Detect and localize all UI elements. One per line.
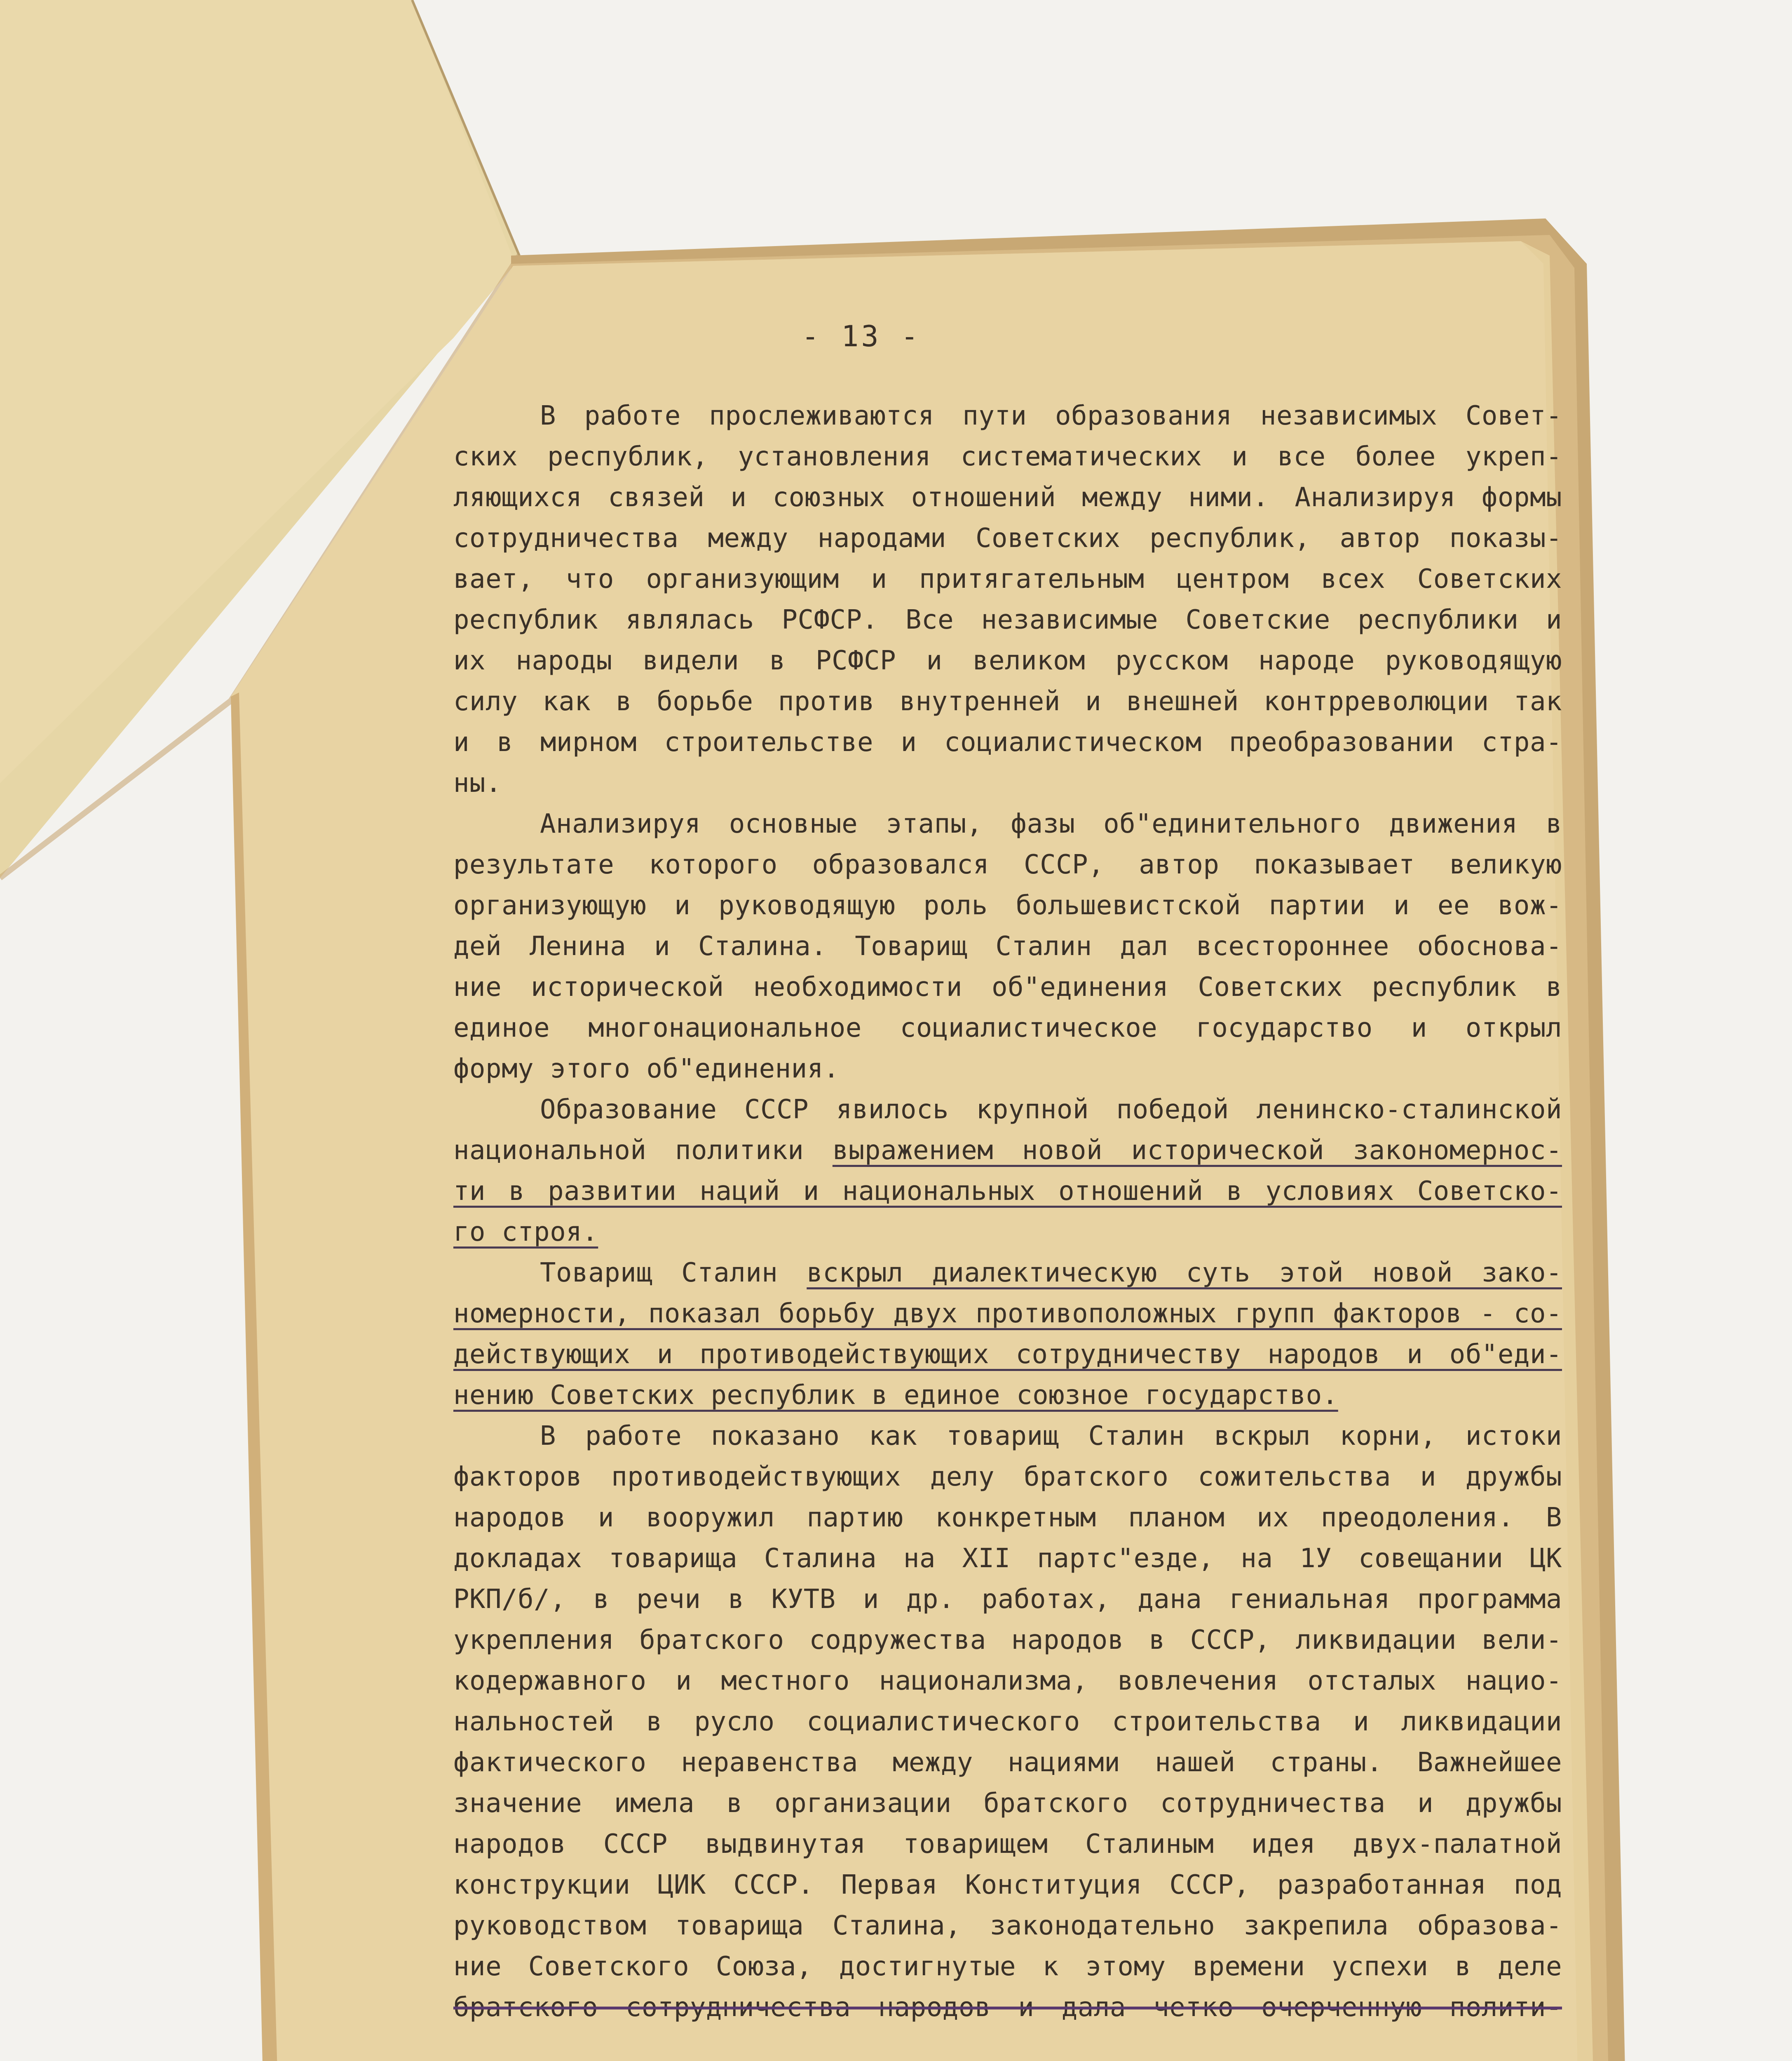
underlined-segment: вскрыл диалектическую суть этой новой зако- — [807, 1258, 1562, 1288]
struck-through-line: братского сотрудничества народов и дала четко очерченную полити- — [453, 1992, 1562, 2023]
underlined-line: номерности, показал борьбу двух противоположных групп факторов - со- — [453, 1298, 1562, 1329]
text-line: их народы видели в РСФСР и великом русском народе руководящую — [453, 646, 1562, 676]
page-number: - 13 - — [802, 319, 921, 353]
paragraph-5 — [453, 1416, 1562, 2028]
text-line: организующую и руководящую роль большевистской партии и ее вож- — [453, 890, 1562, 921]
paragraph-3 — [453, 1089, 1562, 1253]
underlined-segment: выражением новой исторической закономернос- — [832, 1135, 1562, 1166]
paragraph-2 — [453, 804, 1562, 1089]
text-line: конструкции ЦИК СССР. Первая Конституция СССР, разработанная под — [453, 1870, 1562, 1900]
text-segment: Товарищ Сталин — [540, 1258, 778, 1288]
paragraph-1 — [453, 396, 1562, 804]
text-line: фактического неравенства между нациями нашей страны. Важнейшее — [453, 1747, 1562, 1778]
text-line: руководством товарища Сталина, законодательно закрепила образова- — [453, 1911, 1562, 1941]
underlined-segment: го строя. — [453, 1217, 598, 1247]
text-line: В работе показано как товарищ Сталин вскрыл корни, истоки — [540, 1421, 1562, 1451]
text-line: значение имела в организации братского сотрудничества и дружбы — [453, 1788, 1562, 1819]
text-segment: национальной политики — [453, 1135, 804, 1166]
text-line: силу как в борьбе против внутренней и внешней контрреволюции так — [453, 686, 1562, 717]
text-line: вает, что организующим и притягательным центром всех Советских — [453, 564, 1562, 594]
underlined-line: действующих и противодействующих сотрудничеству народов и об"еди- — [453, 1339, 1562, 1370]
text-line: результате которого образовался СССР, автор показывает великую — [453, 850, 1562, 880]
text-line: форму этого об"единения. — [453, 1054, 840, 1084]
text-line: нальностей в русло социалистического строительства и ликвидации — [453, 1707, 1562, 1737]
text-line: докладах товарища Сталина на XII партс"езде, на 1У совещании ЦК — [453, 1543, 1562, 1574]
text-line: РКП/б/, в речи в КУТВ и др. работах, дана гениальная программа — [453, 1584, 1562, 1615]
underlined-line: ти в развитии наций и национальных отношений в условиях Советско- — [453, 1176, 1562, 1207]
text-line: ских республик, установления систематических и все более укреп- — [453, 441, 1562, 472]
text-line: и в мирном строительстве и социалистическом преобразовании стра- — [453, 727, 1562, 758]
text-line-mixed — [453, 1130, 1562, 1171]
text-line: ние исторической необходимости об"единения Советских республик в — [453, 972, 1562, 1002]
text-line-underlined — [453, 1212, 1562, 1253]
paragraph-4 — [453, 1253, 1562, 1416]
typewritten-text — [453, 396, 1562, 2028]
text-line: В работе прослеживаются пути образования независимых Совет- — [540, 401, 1562, 431]
text-line: ние Советского Союза, достигнутые к этому времени успехи в деле — [453, 1951, 1562, 1982]
text-line: сотрудничества между народами Советских республик, автор показы- — [453, 523, 1562, 554]
text-line: укрепления братского содружества народов в СССР, ликвидации вели- — [453, 1625, 1562, 1655]
text-line: Анализируя основные этапы, фазы об"единительного движения в — [540, 809, 1562, 839]
text-line: ляющихся связей и союзных отношений между ними. Анализируя формы — [453, 482, 1562, 513]
text-line-mixed — [453, 1253, 1562, 1293]
text-line: Образование СССР явилось крупной победой ленинско-сталинской — [540, 1094, 1562, 1125]
text-line: народов СССР выдвинутая товарищем Сталиным идея двух-палатной — [453, 1829, 1562, 1859]
text-line: факторов противодействующих делу братского сожительства и дружбы — [453, 1462, 1562, 1492]
text-line: единое многонациональное социалистическое государство и открыл — [453, 1013, 1562, 1043]
text-line: дей Ленина и Сталина. Товарищ Сталин дал всестороннее обоснова- — [453, 931, 1562, 962]
text-line-underlined — [453, 1375, 1562, 1416]
underlined-segment: нению Советских республик в единое союзное государство. — [453, 1380, 1338, 1411]
text-line: кодержавного и местного национализма, вовлечения отсталых нацио- — [453, 1666, 1562, 1696]
text-line: народов и вооружил партию конкретным планом их преодоления. В — [453, 1502, 1562, 1533]
text-line: республик являлась РСФСР. Все независимые Советские республики и — [453, 605, 1562, 635]
text-line: ны. — [453, 768, 502, 798]
